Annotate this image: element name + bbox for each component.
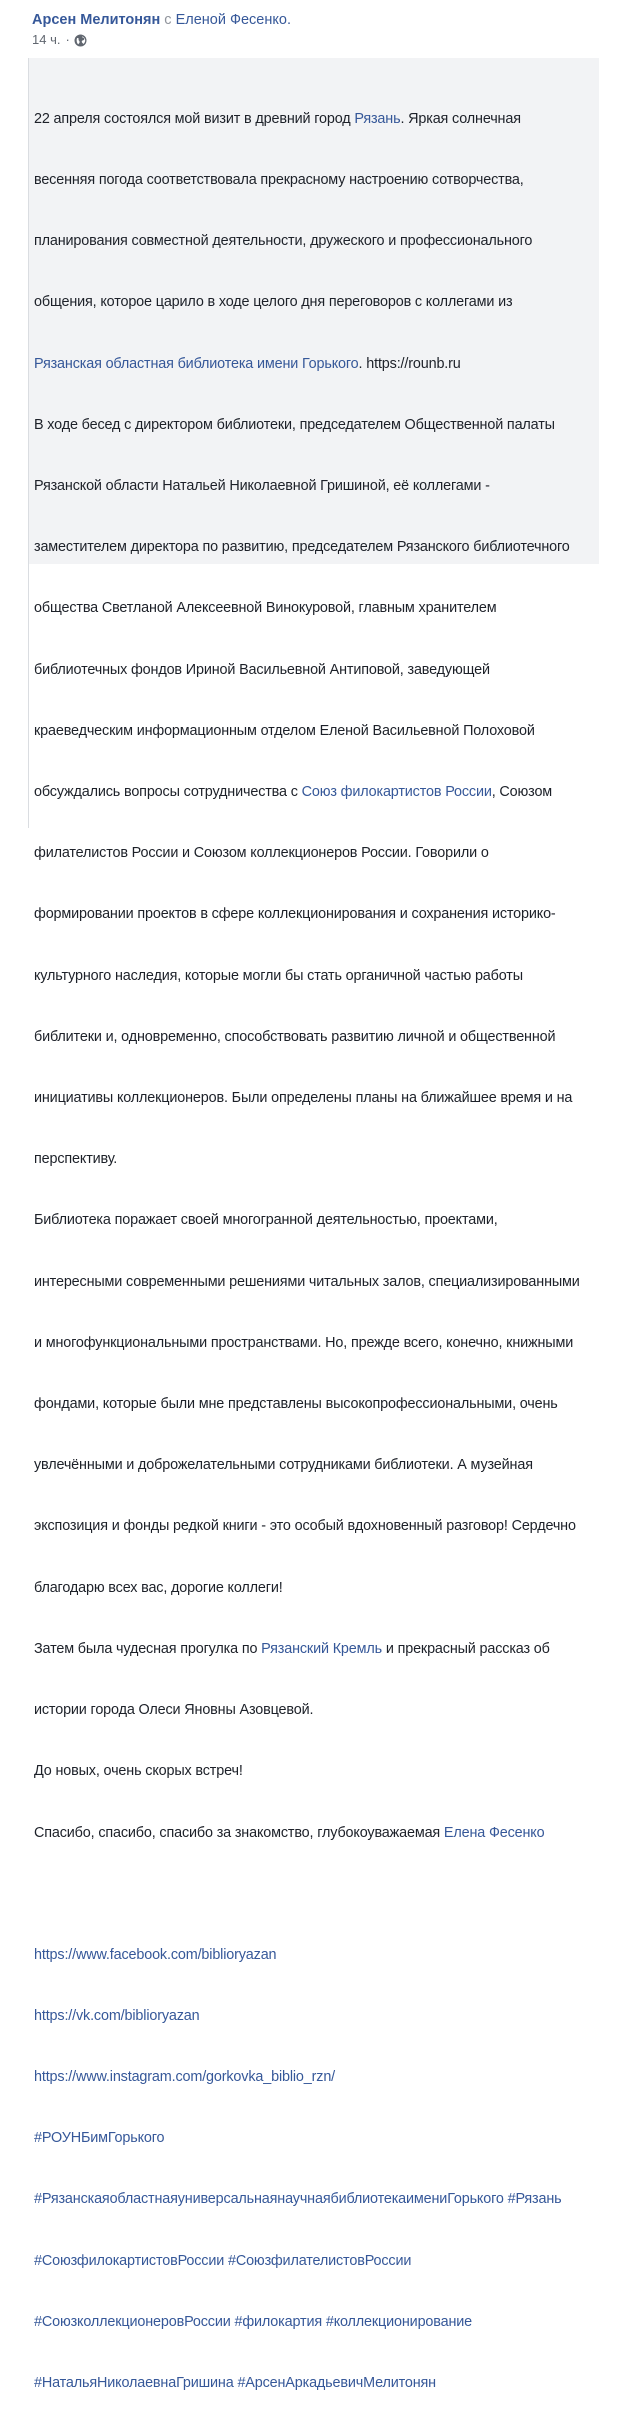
author-name-link[interactable]: Арсен Мелитонян — [32, 12, 161, 28]
text-line: Рязанской области Натальей Николаевной Гришиной, её коллегами - — [34, 478, 490, 495]
text-line — [34, 2006, 619, 2026]
place-link-ryazan[interactable]: Рязань — [354, 110, 401, 127]
post-meta — [32, 32, 291, 48]
blank-line — [34, 1884, 619, 1904]
author-line — [32, 10, 291, 30]
post-text — [34, 68, 619, 2434]
text-line: фондами, которые были мне представлены высокопрофессиональными, очень — [34, 1396, 558, 1413]
text-line: Рязанская областная библиотека имени Горького. https://rounb.ru — [34, 355, 461, 372]
hashtag-link[interactable]: #СоюзфилателистовРоссии — [227, 2252, 412, 2269]
text-line: и многофункциональными пространствами. Но, прежде всего, конечно, книжными — [34, 1334, 574, 1351]
text-line: филателистов России и Союзом коллекционеров России. Говорили о — [34, 845, 489, 862]
hashtag-link[interactable]: #СоюзфилокартистовРоссии — [34, 2252, 225, 2269]
page-link-philocartists[interactable]: Союз филокартистов России — [301, 784, 492, 801]
text-line — [34, 2189, 619, 2209]
hashtag-link[interactable]: #филокартия — [234, 2313, 322, 2330]
text-line: обсуждались вопросы сотрудничества с Союз филокартистов России, Союзом — [34, 784, 553, 801]
text-line: библиотечных фондов Ириной Васильевной Антиповой, заведующей — [34, 661, 490, 678]
post-timestamp[interactable]: 14 ч. — [32, 32, 61, 47]
hashtag-link[interactable]: #РязанскаяобластнаяуниверсальнаянаучнаябиблиотекаимениГорького — [34, 2191, 504, 2208]
text-line: формировании проектов в сфере коллекционирования и сохранения историко- — [34, 906, 556, 923]
hashtag-link[interactable]: #НатальяНиколаевнаГришина — [34, 2374, 234, 2391]
text-line: В ходе бесед с директором библиотеки, председателем Общественной палаты — [34, 416, 555, 433]
with-label: с — [164, 12, 172, 28]
text-line — [34, 2251, 619, 2271]
hashtag-link[interactable]: #коллекционирование — [325, 2313, 473, 2330]
text-line: краеведческим информационным отделом Еленой Васильевной Полоховой — [34, 722, 535, 739]
hashtag-link[interactable]: #АрсенАркадьевичМелитонян — [237, 2374, 436, 2391]
text-line — [34, 2128, 619, 2148]
text-line: экспозиция и фонды редкой книги - это особый вдохновенный разговор! Сердечно — [34, 1518, 576, 1535]
text-line: библитеки и, одновременно, способствовать развитию личной и общественной — [34, 1028, 556, 1045]
tagged-person-link[interactable]: Еленой Фесенко. — [175, 12, 291, 28]
facebook-url-link[interactable]: https://www.facebook.com/biblioryazan — [34, 1946, 277, 1963]
text-line: увлечёнными и доброжелательными сотрудниками библиотеки. А музейная — [34, 1457, 533, 1474]
person-link-fesenko[interactable]: Елена Фесенко — [443, 1824, 545, 1841]
text-line — [34, 2373, 619, 2393]
text-line — [34, 2312, 619, 2332]
instagram-url-link[interactable]: https://www.instagram.com/gorkovka_biblio_rzn/ — [34, 2068, 336, 2085]
text-line: общения, которое царило в ходе целого дня переговоров с коллегами из — [34, 294, 513, 311]
hashtag-link[interactable]: #СоюзколлекционеровРоссии — [34, 2313, 231, 2330]
text-line — [34, 1945, 619, 1965]
text-line: планирования совместной деятельности, дружеского и профессионального — [34, 233, 533, 250]
text-line: 22 апреля состоялся мой визит в древний город Рязань. Яркая солнечная — [34, 110, 521, 127]
meta-separator: · — [65, 32, 70, 47]
text-line: Затем была чудесная прогулка по Рязанский Кремль и прекрасный рассказ об — [34, 1640, 550, 1657]
text-line — [34, 2067, 619, 2087]
vk-url-link[interactable]: https://vk.com/biblioryazan — [34, 2007, 200, 2024]
text-line: Библиотека поражает своей многогранной деятельностью, проектами, — [34, 1212, 498, 1229]
page-link-library[interactable]: Рязанская областная библиотека имени Горького — [34, 355, 359, 372]
text-line: культурного наследия, которые могли бы стать органичной частью работы — [34, 967, 523, 984]
globe-icon[interactable] — [74, 34, 87, 47]
post-body — [28, 58, 619, 2391]
text-line: перспективу. — [34, 1151, 118, 1168]
post-header — [32, 10, 291, 48]
text-line: До новых, очень скорых встреч! — [34, 1763, 243, 1780]
text-line: истории города Олеси Яновны Азовцевой. — [34, 1702, 314, 1719]
hashtag-link[interactable]: #РОУНБимГорького — [34, 2130, 165, 2147]
text-line: общества Светланой Алексеевной Винокуровой, главным хранителем — [34, 600, 497, 617]
text-line: благодарю всех вас, дорогие коллеги! — [34, 1579, 283, 1596]
text-line: интересными современными решениями читальных залов, специализированными — [34, 1273, 580, 1290]
place-link-kremlin[interactable]: Рязанский Кремль — [261, 1640, 382, 1657]
hashtag-link[interactable]: #Рязань — [507, 2191, 562, 2208]
text-line: инициативы коллекционеров. Были определены планы на ближайшее время и на — [34, 1090, 573, 1107]
text-line: Спасибо, спасибо, спасибо за знакомство, глубокоуважаемая Елена Фесенко — [34, 1824, 545, 1841]
text-line: заместителем директора по развитию, председателем Рязанского библиотечного — [34, 539, 570, 556]
text-line: весенняя погода соответствовала прекрасному настроению сотворчества, — [34, 172, 524, 189]
